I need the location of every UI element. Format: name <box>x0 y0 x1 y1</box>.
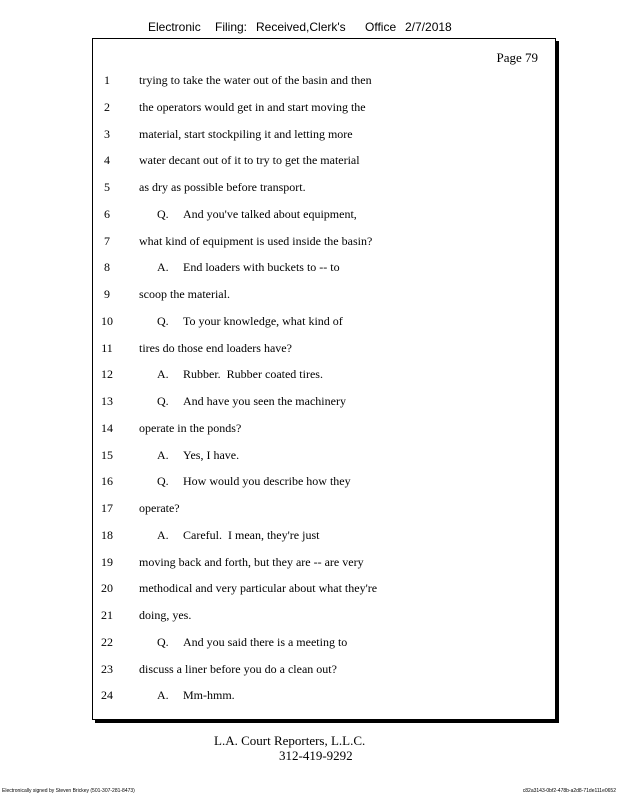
line-number: 6 <box>104 206 110 221</box>
line-content: And have you seen the machinery <box>183 394 346 408</box>
line-number: 22 <box>101 634 113 649</box>
line-number: 8 <box>104 260 110 275</box>
line-text <box>139 100 366 115</box>
electronic-signature: Electronically signed by Steven Brickey (501-307-281-8473) <box>2 788 135 794</box>
speaker-prefix: A. <box>157 527 169 542</box>
line-content: How would you describe how they <box>183 474 351 489</box>
line-content: operate in the ponds? <box>139 420 242 435</box>
line-number: 20 <box>101 581 113 596</box>
line-number: 9 <box>104 287 110 301</box>
line-content: To your knowledge, what kind of <box>183 313 343 328</box>
line-number: 4 <box>104 153 110 168</box>
filing-stamp-word: Office <box>365 20 397 34</box>
line-content: doing, yes. <box>139 608 192 622</box>
line-content: Rubber. Rubber coated tires. <box>183 367 323 382</box>
line-text <box>139 662 337 677</box>
line-number: 2 <box>104 99 110 114</box>
line-content: methodical and very particular about what they're <box>139 581 378 596</box>
line-text <box>157 635 347 650</box>
speaker-prefix: A. <box>157 688 169 703</box>
court-reporter-name: L.A. Court Reporters, L.L.C. <box>214 733 366 748</box>
line-text <box>139 501 180 516</box>
line-number: 10 <box>101 313 113 328</box>
line-content: Yes, I have. <box>183 447 240 462</box>
line-content: as dry as possible before transport. <box>139 180 306 194</box>
line-number: 23 <box>101 661 113 676</box>
court-reporter-phone: 312-419-9292 <box>279 748 353 763</box>
line-content: what kind of equipment is used inside the basin? <box>139 233 373 248</box>
line-content: And you said there is a meeting to <box>183 634 348 649</box>
line-text <box>139 127 353 142</box>
filing-stamp-date: 2/7/2018 <box>405 20 452 34</box>
line-text <box>157 314 343 329</box>
line-content: End loaders with buckets to -- to <box>183 260 340 275</box>
line-text <box>157 474 351 489</box>
line-number: 1 <box>104 73 110 87</box>
line-content: operate? <box>139 501 180 515</box>
line-number: 24 <box>101 688 113 703</box>
line-text <box>139 341 292 356</box>
transcript-page <box>92 38 556 720</box>
line-number: 14 <box>101 420 113 435</box>
speaker-prefix: Q. <box>157 313 169 328</box>
line-content: moving back and forth, but they are -- are very <box>139 554 364 569</box>
speaker-prefix: Q. <box>157 394 169 408</box>
line-content: water decant out of it to try to get the material <box>139 153 360 168</box>
line-content: scoop the material. <box>139 287 230 301</box>
line-text <box>139 73 372 88</box>
line-content: Careful. I mean, they're just <box>183 527 320 542</box>
line-number: 12 <box>101 367 113 382</box>
line-text <box>139 608 191 623</box>
line-content: tires do those end loaders have? <box>139 340 292 355</box>
line-number: 17 <box>101 501 113 515</box>
line-number: 11 <box>101 340 113 355</box>
line-text <box>139 234 372 249</box>
line-number: 15 <box>101 447 113 462</box>
line-text <box>157 260 340 275</box>
line-content: discuss a liner before you do a clean out? <box>139 661 337 676</box>
line-number: 16 <box>101 474 113 489</box>
line-text <box>157 367 323 382</box>
page-number: Page 79 <box>496 50 538 65</box>
speaker-prefix: A. <box>157 447 169 462</box>
line-text <box>157 528 319 543</box>
line-content: And you've talked about equipment, <box>183 206 357 221</box>
speaker-prefix: A. <box>157 260 169 275</box>
line-content: trying to take the water out of the basin and then <box>139 73 372 87</box>
filing-stamp-word: Filing: <box>215 20 248 34</box>
line-number: 21 <box>101 608 113 622</box>
line-text <box>139 555 364 570</box>
line-content: the operators would get in and start moving the <box>139 99 366 114</box>
line-text <box>157 394 346 409</box>
line-text <box>157 207 357 222</box>
document-id: c82a3143-0bf2-478b-a2d8-71de111e0652 <box>522 788 616 794</box>
speaker-prefix: Q. <box>157 634 169 649</box>
filing-stamp-word: Received,Clerk's <box>256 20 346 34</box>
line-text <box>139 153 360 168</box>
line-text <box>139 581 377 596</box>
speaker-prefix: A. <box>157 367 169 382</box>
line-text <box>139 421 241 436</box>
line-content: Mm-hmm. <box>183 688 235 703</box>
line-number: 13 <box>101 394 113 408</box>
filing-stamp-header <box>148 20 452 34</box>
line-number: 18 <box>101 527 113 542</box>
speaker-prefix: Q. <box>157 206 169 221</box>
line-text <box>139 180 306 195</box>
line-number: 19 <box>101 554 113 569</box>
line-content: material, start stockpiling it and letting more <box>139 126 353 141</box>
line-text <box>157 448 239 463</box>
line-text <box>139 287 230 302</box>
filing-stamp-word: Electronic <box>148 20 201 34</box>
line-text <box>157 688 235 703</box>
line-number: 5 <box>104 180 110 194</box>
speaker-prefix: Q. <box>157 474 169 489</box>
line-number: 7 <box>104 233 110 248</box>
line-number: 3 <box>104 126 110 141</box>
